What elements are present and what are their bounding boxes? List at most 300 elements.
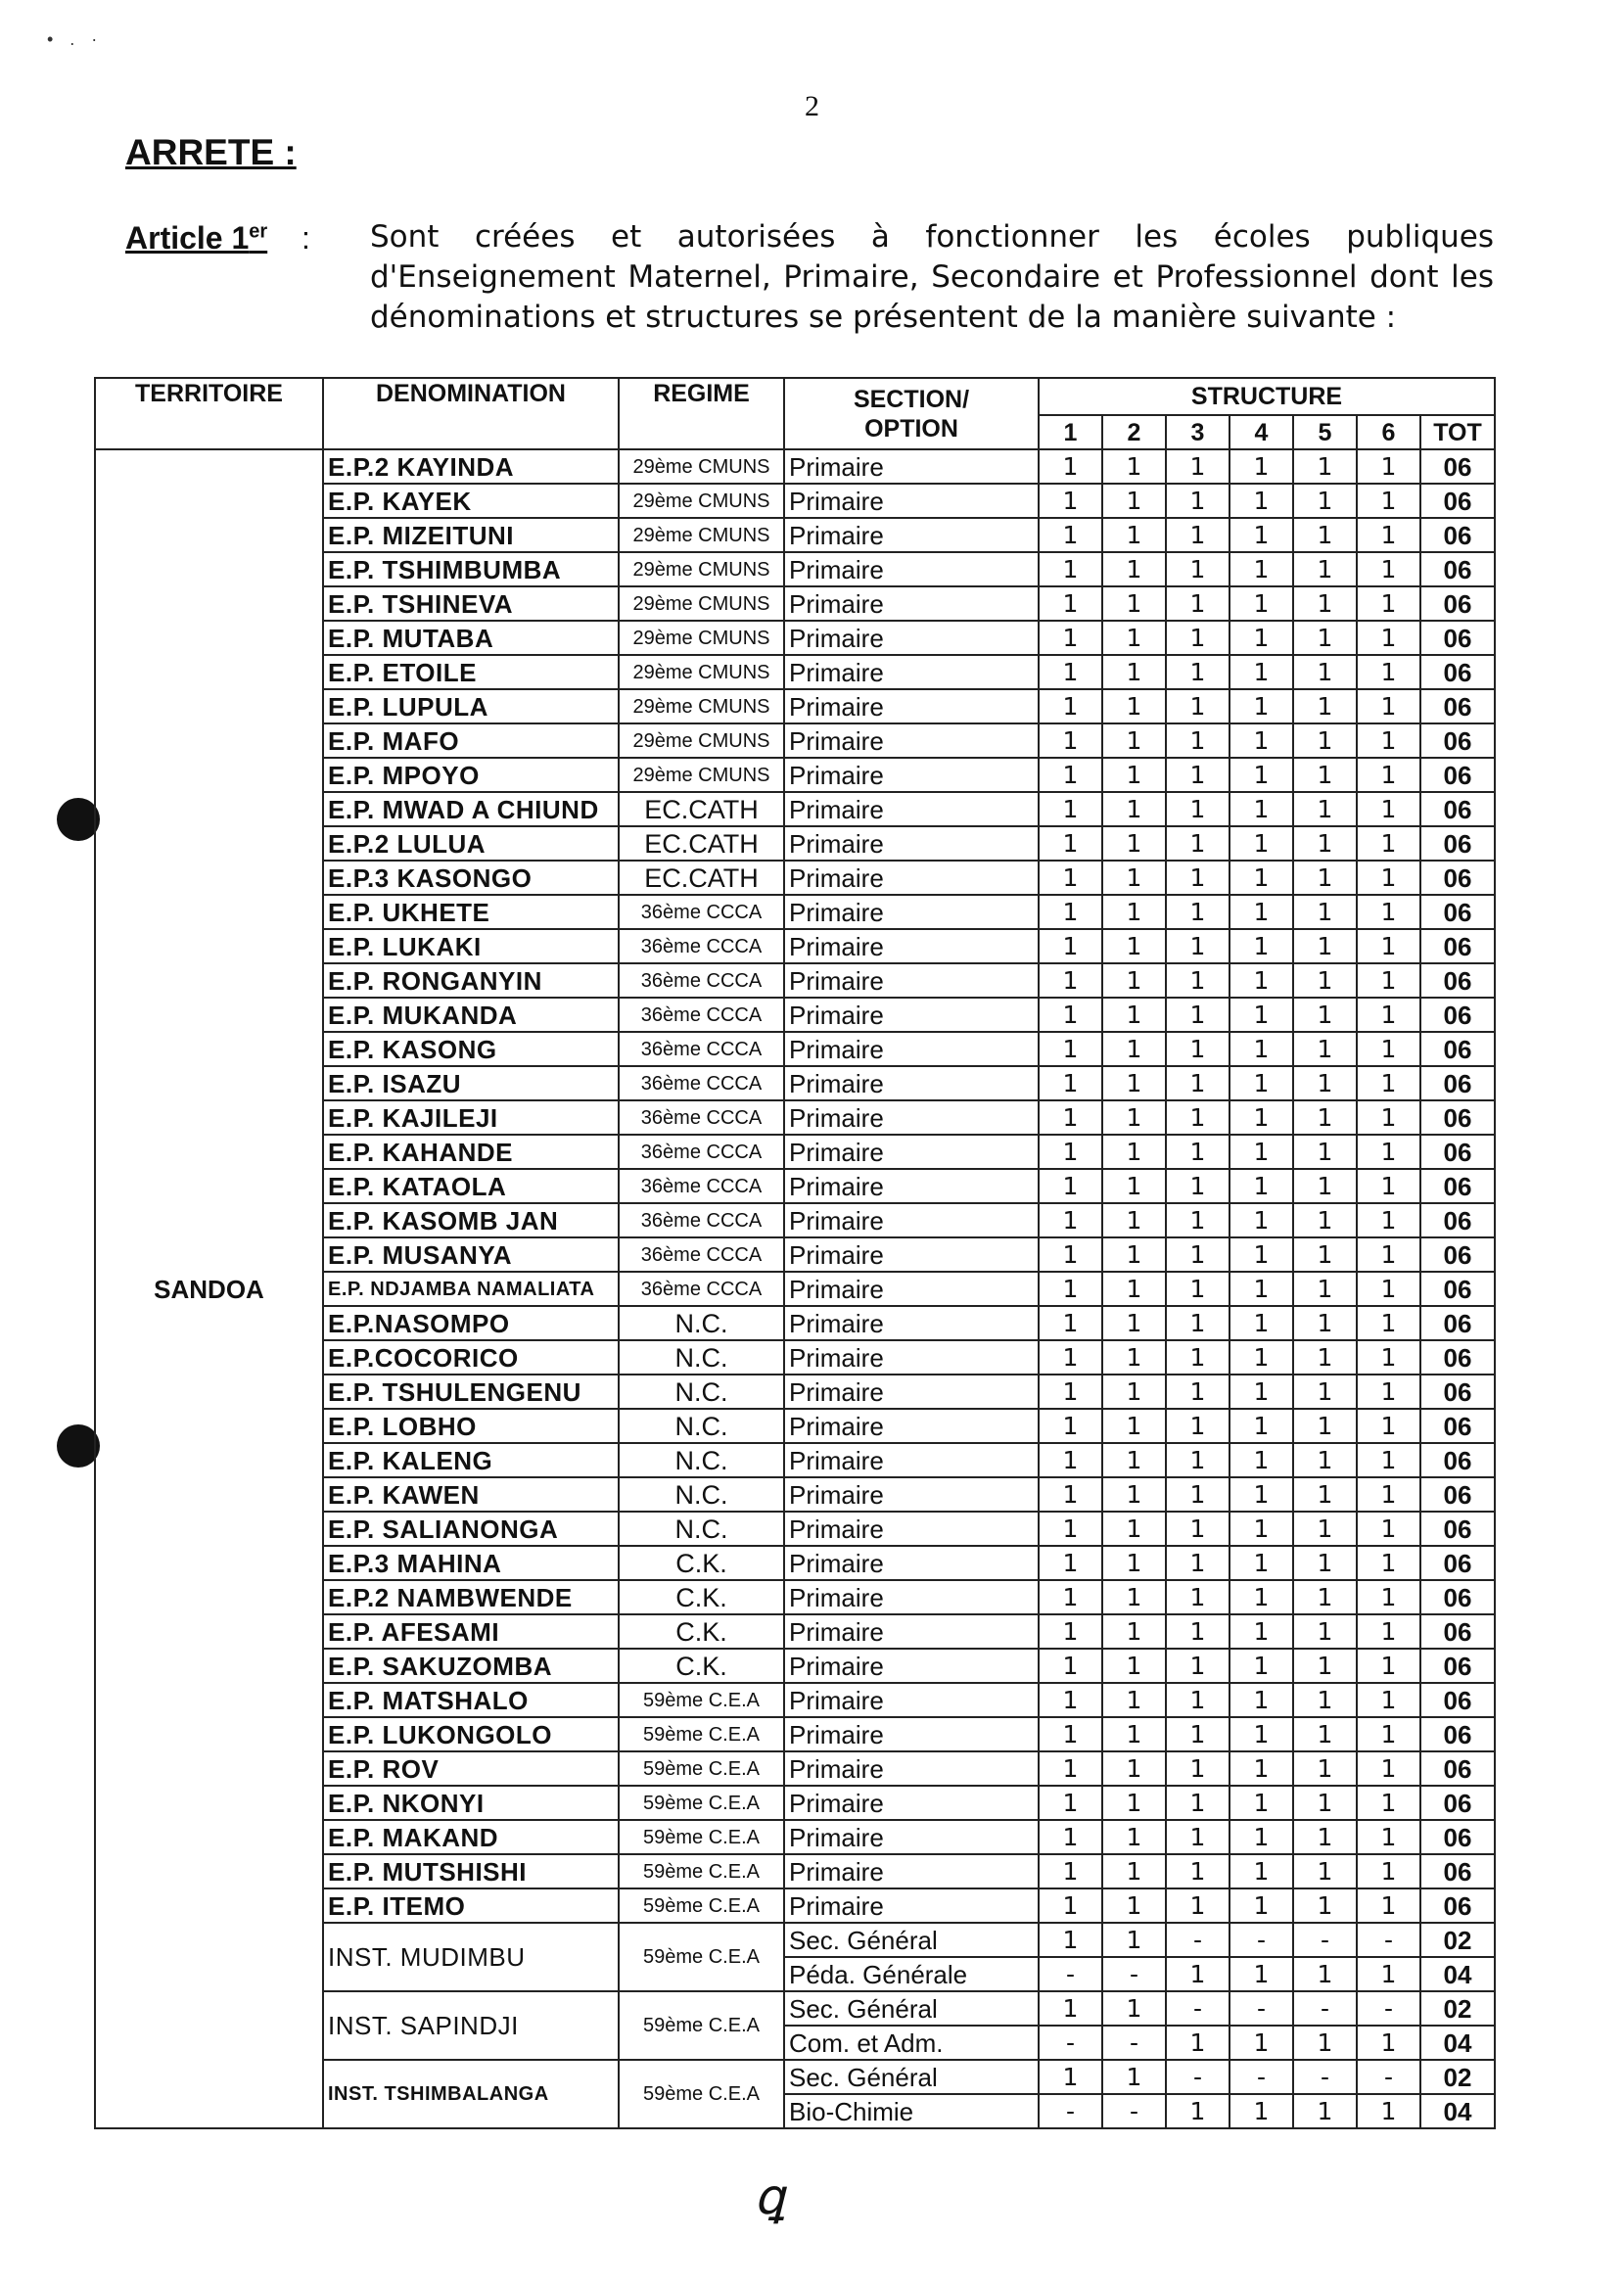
structure-cell: 1 (1102, 1683, 1166, 1717)
structure-cell: 1 (1357, 1066, 1420, 1100)
structure-cell: 1 (1230, 1854, 1293, 1888)
regime-cell: C.K. (619, 1614, 784, 1649)
regime-cell: 36ème CCCA (619, 998, 784, 1032)
section-cell: Primaire (784, 449, 1039, 484)
total-cell: 06 (1420, 1409, 1495, 1443)
total-cell: 06 (1420, 895, 1495, 929)
structure-cell: 1 (1102, 1477, 1166, 1512)
structure-cell: 1 (1357, 1512, 1420, 1546)
structure-cell: - (1102, 2026, 1166, 2060)
structure-cell: 1 (1293, 1169, 1357, 1203)
total-cell: 06 (1420, 1888, 1495, 1923)
section-cell: Primaire (784, 1066, 1039, 1100)
structure-cell: 1 (1166, 861, 1230, 895)
structure-cell: 1 (1102, 1614, 1166, 1649)
structure-cell: 1 (1102, 1135, 1166, 1169)
section-cell: Primaire (784, 484, 1039, 518)
structure-cell: 1 (1166, 552, 1230, 586)
structure-cell: 1 (1102, 1272, 1166, 1306)
structure-cell: 1 (1166, 1580, 1230, 1614)
header-structure-col: 2 (1102, 415, 1166, 449)
section-cell: Primaire (784, 1375, 1039, 1409)
section-cell: Primaire (784, 723, 1039, 758)
structure-cell: 1 (1230, 1751, 1293, 1786)
section-cell: Primaire (784, 621, 1039, 655)
structure-cell: 1 (1293, 1683, 1357, 1717)
section-cell: Primaire (784, 963, 1039, 998)
structure-cell: 1 (1039, 1100, 1102, 1135)
structure-cell: 1 (1230, 1272, 1293, 1306)
regime-cell: N.C. (619, 1443, 784, 1477)
denomination-cell: E.P. KATAOLA (323, 1169, 619, 1203)
structure-cell: 1 (1039, 1751, 1102, 1786)
structure-cell: 1 (1357, 655, 1420, 689)
denomination-cell: E.P.2 LULUA (323, 826, 619, 861)
structure-cell: 1 (1039, 1375, 1102, 1409)
structure-cell: 1 (1039, 2060, 1102, 2094)
structure-cell: 1 (1357, 1375, 1420, 1409)
section-cell: Primaire (784, 586, 1039, 621)
structure-cell: 1 (1039, 826, 1102, 861)
section-cell: Primaire (784, 1888, 1039, 1923)
structure-cell: 1 (1039, 552, 1102, 586)
total-cell: 06 (1420, 552, 1495, 586)
structure-cell: 1 (1357, 1169, 1420, 1203)
structure-cell: 1 (1039, 861, 1102, 895)
structure-cell: 1 (1293, 1032, 1357, 1066)
denomination-cell: E.P. KALENG (323, 1443, 619, 1477)
denomination-cell: E.P. MIZEITUNI (323, 518, 619, 552)
denomination-cell: E.P. KAHANDE (323, 1135, 619, 1169)
regime-cell: 59ème C.E.A (619, 1888, 784, 1923)
section-cell: Primaire (784, 1786, 1039, 1820)
structure-cell: 1 (1166, 1409, 1230, 1443)
section-cell: Primaire (784, 1717, 1039, 1751)
section-cell: Primaire (784, 1512, 1039, 1546)
regime-cell: 29ème CMUNS (619, 655, 784, 689)
denomination-cell: E.P. TSHIMBUMBA (323, 552, 619, 586)
section-cell: Primaire (784, 1203, 1039, 1237)
structure-cell: 1 (1166, 1443, 1230, 1477)
regime-cell: 36ème CCCA (619, 963, 784, 998)
structure-cell: 1 (1039, 1169, 1102, 1203)
section-cell: Sec. Général (784, 1991, 1039, 2026)
total-cell: 06 (1420, 1135, 1495, 1169)
header-territoire: TERRITOIRE (95, 378, 323, 449)
structure-cell: 1 (1293, 1614, 1357, 1649)
denomination-cell: E.P. ROV (323, 1751, 619, 1786)
structure-cell: 1 (1357, 861, 1420, 895)
structure-cell: 1 (1230, 1512, 1293, 1546)
structure-cell: - (1039, 1957, 1102, 1991)
structure-cell: 1 (1357, 2094, 1420, 2128)
structure-cell: 1 (1230, 449, 1293, 484)
header-denomination: DENOMINATION (323, 378, 619, 449)
section-cell: Primaire (784, 826, 1039, 861)
total-cell: 06 (1420, 1032, 1495, 1066)
structure-cell: 1 (1230, 1683, 1293, 1717)
section-cell: Primaire (784, 1683, 1039, 1717)
total-cell: 06 (1420, 1546, 1495, 1580)
regime-cell: C.K. (619, 1580, 784, 1614)
denomination-cell: E.P. LUKAKI (323, 929, 619, 963)
structure-cell: 1 (1102, 518, 1166, 552)
structure-cell: 1 (1230, 1546, 1293, 1580)
structure-cell: 1 (1102, 1991, 1166, 2026)
section-cell: Primaire (784, 1546, 1039, 1580)
structure-cell: 1 (1039, 621, 1102, 655)
structure-cell: 1 (1230, 1614, 1293, 1649)
structure-cell: 1 (1102, 963, 1166, 998)
regime-cell: N.C. (619, 1512, 784, 1546)
structure-cell: 1 (1230, 689, 1293, 723)
structure-cell: - (1039, 2026, 1102, 2060)
structure-cell: 1 (1357, 1614, 1420, 1649)
total-cell: 02 (1420, 1991, 1495, 2026)
structure-cell: 1 (1166, 1169, 1230, 1203)
regime-cell: 36ème CCCA (619, 1237, 784, 1272)
total-cell: 04 (1420, 1957, 1495, 1991)
section-cell: Primaire (784, 1237, 1039, 1272)
structure-cell: 1 (1230, 792, 1293, 826)
section-cell: Primaire (784, 655, 1039, 689)
structure-cell: 1 (1166, 1546, 1230, 1580)
structure-cell: 1 (1039, 1477, 1102, 1512)
regime-cell: 36ème CCCA (619, 895, 784, 929)
structure-cell: 1 (1230, 1306, 1293, 1340)
structure-cell: 1 (1166, 1614, 1230, 1649)
structure-cell: 1 (1166, 1512, 1230, 1546)
regime-cell: 59ème C.E.A (619, 1786, 784, 1820)
section-cell: Primaire (784, 792, 1039, 826)
structure-cell: 1 (1357, 1306, 1420, 1340)
structure-cell: 1 (1230, 1649, 1293, 1683)
regime-cell: 36ème CCCA (619, 929, 784, 963)
structure-cell: 1 (1039, 723, 1102, 758)
structure-cell: 1 (1293, 689, 1357, 723)
structure-cell: 1 (1357, 1717, 1420, 1751)
structure-cell: 1 (1230, 861, 1293, 895)
structure-cell: 1 (1166, 2026, 1230, 2060)
structure-cell: 1 (1102, 1546, 1166, 1580)
total-cell: 06 (1420, 826, 1495, 861)
regime-cell: 29ème CMUNS (619, 689, 784, 723)
regime-cell: 59ème C.E.A (619, 1854, 784, 1888)
structure-cell: 1 (1039, 1683, 1102, 1717)
structure-cell: 1 (1230, 1340, 1293, 1375)
denomination-cell: E.P. AFESAMI (323, 1614, 619, 1649)
structure-cell: 1 (1166, 655, 1230, 689)
structure-cell: 1 (1039, 1340, 1102, 1375)
schools-table (94, 377, 1496, 2129)
denomination-cell: E.P.COCORICO (323, 1340, 619, 1375)
section-cell: Primaire (784, 1443, 1039, 1477)
structure-cell: 1 (1357, 1546, 1420, 1580)
structure-cell: 1 (1102, 689, 1166, 723)
structure-cell: 1 (1230, 586, 1293, 621)
regime-cell: 59ème C.E.A (619, 1991, 784, 2060)
structure-cell: 1 (1230, 655, 1293, 689)
structure-cell: 1 (1166, 1135, 1230, 1169)
institute-name-cell: INST. TSHIMBALANGA (323, 2060, 619, 2128)
denomination-cell: E.P. MPOYO (323, 758, 619, 792)
structure-cell: 1 (1357, 552, 1420, 586)
structure-cell: 1 (1230, 1135, 1293, 1169)
structure-cell: 1 (1293, 2026, 1357, 2060)
structure-cell: 1 (1293, 1203, 1357, 1237)
structure-cell: 1 (1357, 449, 1420, 484)
structure-cell: - (1357, 2060, 1420, 2094)
section-cell: Primaire (784, 1272, 1039, 1306)
structure-cell: 1 (1039, 1580, 1102, 1614)
structure-cell: 1 (1039, 1066, 1102, 1100)
structure-cell: 1 (1230, 1032, 1293, 1066)
structure-cell: 1 (1102, 1169, 1166, 1203)
regime-cell: 29ème CMUNS (619, 449, 784, 484)
structure-cell: 1 (1293, 895, 1357, 929)
structure-cell: 1 (1102, 586, 1166, 621)
structure-cell: 1 (1039, 1923, 1102, 1957)
structure-cell: 1 (1102, 2060, 1166, 2094)
structure-cell: 1 (1357, 1340, 1420, 1375)
scan-marks: • . · (47, 29, 104, 49)
regime-cell: 36ème CCCA (619, 1272, 784, 1306)
total-cell: 06 (1420, 1100, 1495, 1135)
structure-cell: 1 (1293, 1512, 1357, 1546)
regime-cell: 36ème CCCA (619, 1032, 784, 1066)
structure-cell: 1 (1357, 792, 1420, 826)
structure-cell: 1 (1039, 1546, 1102, 1580)
structure-cell: 1 (1293, 518, 1357, 552)
structure-cell: 1 (1102, 1512, 1166, 1546)
structure-cell: 1 (1102, 1306, 1166, 1340)
structure-cell: 1 (1166, 1272, 1230, 1306)
section-cell: Bio-Chimie (784, 2094, 1039, 2128)
total-cell: 06 (1420, 723, 1495, 758)
total-cell: 06 (1420, 758, 1495, 792)
denomination-cell: E.P. MAFO (323, 723, 619, 758)
total-cell: 06 (1420, 1683, 1495, 1717)
structure-cell: 1 (1357, 586, 1420, 621)
structure-cell: 1 (1293, 1340, 1357, 1375)
structure-cell: 1 (1293, 1409, 1357, 1443)
section-cell: Primaire (784, 1169, 1039, 1203)
total-cell: 04 (1420, 2094, 1495, 2128)
structure-cell: 1 (1166, 1649, 1230, 1683)
header-structure-col: 4 (1230, 415, 1293, 449)
structure-cell: 1 (1102, 552, 1166, 586)
denomination-cell: E.P. LOBHO (323, 1409, 619, 1443)
structure-cell: 1 (1230, 1477, 1293, 1512)
structure-cell: 1 (1166, 1888, 1230, 1923)
structure-cell: 1 (1230, 929, 1293, 963)
structure-cell: 1 (1230, 1820, 1293, 1854)
structure-cell: 1 (1102, 1751, 1166, 1786)
structure-cell: 1 (1039, 586, 1102, 621)
structure-cell: - (1039, 2094, 1102, 2128)
structure-cell: 1 (1166, 586, 1230, 621)
structure-cell: 1 (1102, 826, 1166, 861)
structure-cell: 1 (1357, 998, 1420, 1032)
structure-cell: 1 (1293, 1135, 1357, 1169)
structure-cell: 1 (1166, 1066, 1230, 1100)
denomination-cell: E.P. LUPULA (323, 689, 619, 723)
structure-cell: 1 (1039, 1786, 1102, 1820)
structure-cell: 1 (1166, 1683, 1230, 1717)
structure-cell: 1 (1102, 1032, 1166, 1066)
total-cell: 06 (1420, 1443, 1495, 1477)
total-cell: 06 (1420, 792, 1495, 826)
total-cell: 02 (1420, 2060, 1495, 2094)
total-cell: 06 (1420, 1477, 1495, 1512)
structure-cell: 1 (1166, 1854, 1230, 1888)
total-cell: 06 (1420, 1820, 1495, 1854)
regime-cell: 29ème CMUNS (619, 518, 784, 552)
structure-cell: 1 (1102, 998, 1166, 1032)
denomination-cell: E.P. TSHULENGENU (323, 1375, 619, 1409)
denomination-cell: E.P. MAKAND (323, 1820, 619, 1854)
structure-cell: 1 (1357, 1100, 1420, 1135)
total-cell: 06 (1420, 621, 1495, 655)
structure-cell: 1 (1039, 1135, 1102, 1169)
regime-cell: N.C. (619, 1375, 784, 1409)
structure-cell: 1 (1293, 1443, 1357, 1477)
denomination-cell: E.P.2 KAYINDA (323, 449, 619, 484)
structure-cell: 1 (1230, 1580, 1293, 1614)
structure-cell: 1 (1293, 1888, 1357, 1923)
structure-cell: 1 (1039, 895, 1102, 929)
structure-cell: 1 (1357, 2026, 1420, 2060)
structure-cell: 1 (1102, 895, 1166, 929)
structure-cell: 1 (1166, 1786, 1230, 1820)
structure-cell: 1 (1102, 621, 1166, 655)
header-section-option: SECTION/ OPTION (784, 378, 1039, 449)
denomination-cell: E.P.NASOMPO (323, 1306, 619, 1340)
regime-cell: 36ème CCCA (619, 1066, 784, 1100)
section-cell: Péda. Générale (784, 1957, 1039, 1991)
structure-cell: 1 (1039, 1888, 1102, 1923)
total-cell: 06 (1420, 1717, 1495, 1751)
structure-cell: 1 (1230, 1169, 1293, 1203)
structure-cell: 1 (1039, 1717, 1102, 1751)
structure-cell: 1 (1039, 484, 1102, 518)
header-structure-col: 5 (1293, 415, 1357, 449)
structure-cell: 1 (1102, 1066, 1166, 1100)
structure-cell: 1 (1039, 689, 1102, 723)
section-cell: Primaire (784, 1751, 1039, 1786)
header-structure-col: 3 (1166, 415, 1230, 449)
total-cell: 06 (1420, 1751, 1495, 1786)
page-number: 2 (805, 90, 819, 122)
denomination-cell: E.P. MUKANDA (323, 998, 619, 1032)
structure-cell: 1 (1230, 552, 1293, 586)
structure-cell: 1 (1357, 1032, 1420, 1066)
structure-cell: 1 (1357, 1854, 1420, 1888)
structure-cell: - (1166, 1991, 1230, 2026)
structure-cell: 1 (1293, 1272, 1357, 1306)
total-cell: 06 (1420, 1786, 1495, 1820)
structure-cell: - (1293, 1991, 1357, 2026)
structure-cell: 1 (1357, 1272, 1420, 1306)
structure-cell: 1 (1166, 1957, 1230, 1991)
structure-cell: - (1293, 1923, 1357, 1957)
regime-cell: C.K. (619, 1546, 784, 1580)
structure-cell: 1 (1230, 1443, 1293, 1477)
section-cell: Sec. Général (784, 2060, 1039, 2094)
structure-cell: 1 (1357, 963, 1420, 998)
structure-cell: 1 (1357, 1580, 1420, 1614)
structure-cell: 1 (1039, 1409, 1102, 1443)
structure-cell: 1 (1102, 1888, 1166, 1923)
section-cell: Primaire (784, 1032, 1039, 1066)
structure-cell: 1 (1230, 998, 1293, 1032)
total-cell: 06 (1420, 1614, 1495, 1649)
regime-cell: 29ème CMUNS (619, 758, 784, 792)
structure-cell: 1 (1293, 963, 1357, 998)
section-cell: Primaire (784, 758, 1039, 792)
structure-cell: 1 (1102, 1340, 1166, 1375)
structure-cell: 1 (1166, 1477, 1230, 1512)
total-cell: 06 (1420, 1854, 1495, 1888)
structure-cell: - (1166, 1923, 1230, 1957)
regime-cell: 29ème CMUNS (619, 586, 784, 621)
regime-cell: EC.CATH (619, 861, 784, 895)
regime-cell: 29ème CMUNS (619, 552, 784, 586)
structure-cell: 1 (1357, 1888, 1420, 1923)
structure-cell: 1 (1166, 1820, 1230, 1854)
total-cell: 06 (1420, 1512, 1495, 1546)
structure-cell: 1 (1230, 826, 1293, 861)
total-cell: 06 (1420, 655, 1495, 689)
structure-cell: 1 (1166, 1203, 1230, 1237)
total-cell: 06 (1420, 1649, 1495, 1683)
structure-cell: 1 (1357, 1477, 1420, 1512)
structure-cell: 1 (1166, 929, 1230, 963)
structure-cell: 1 (1039, 655, 1102, 689)
structure-cell: 1 (1230, 723, 1293, 758)
institute-name-cell: INST. SAPINDJI (323, 1991, 619, 2060)
structure-cell: 1 (1357, 484, 1420, 518)
structure-cell: 1 (1039, 929, 1102, 963)
structure-cell: 1 (1293, 1237, 1357, 1272)
structure-cell: 1 (1357, 723, 1420, 758)
structure-cell: 1 (1293, 621, 1357, 655)
section-cell: Primaire (784, 1614, 1039, 1649)
structure-cell: 1 (1166, 826, 1230, 861)
structure-cell: 1 (1357, 1203, 1420, 1237)
structure-cell: 1 (1102, 1443, 1166, 1477)
denomination-cell: E.P. NDJAMBA NAMALIATA (323, 1272, 619, 1306)
structure-cell: 1 (1102, 449, 1166, 484)
total-cell: 02 (1420, 1923, 1495, 1957)
structure-cell: 1 (1230, 1409, 1293, 1443)
structure-cell: 1 (1166, 449, 1230, 484)
section-cell: Primaire (784, 998, 1039, 1032)
denomination-cell: E.P. MATSHALO (323, 1683, 619, 1717)
structure-cell: 1 (1230, 2026, 1293, 2060)
structure-cell: 1 (1293, 1751, 1357, 1786)
section-cell: Primaire (784, 895, 1039, 929)
structure-cell: 1 (1102, 1375, 1166, 1409)
denomination-cell: E.P. UKHETE (323, 895, 619, 929)
structure-cell: 1 (1293, 484, 1357, 518)
structure-cell: 1 (1293, 1100, 1357, 1135)
section-cell: Primaire (784, 1409, 1039, 1443)
structure-cell: - (1102, 1957, 1166, 1991)
structure-cell: 1 (1357, 1820, 1420, 1854)
structure-cell: 1 (1357, 929, 1420, 963)
structure-cell: 1 (1357, 689, 1420, 723)
